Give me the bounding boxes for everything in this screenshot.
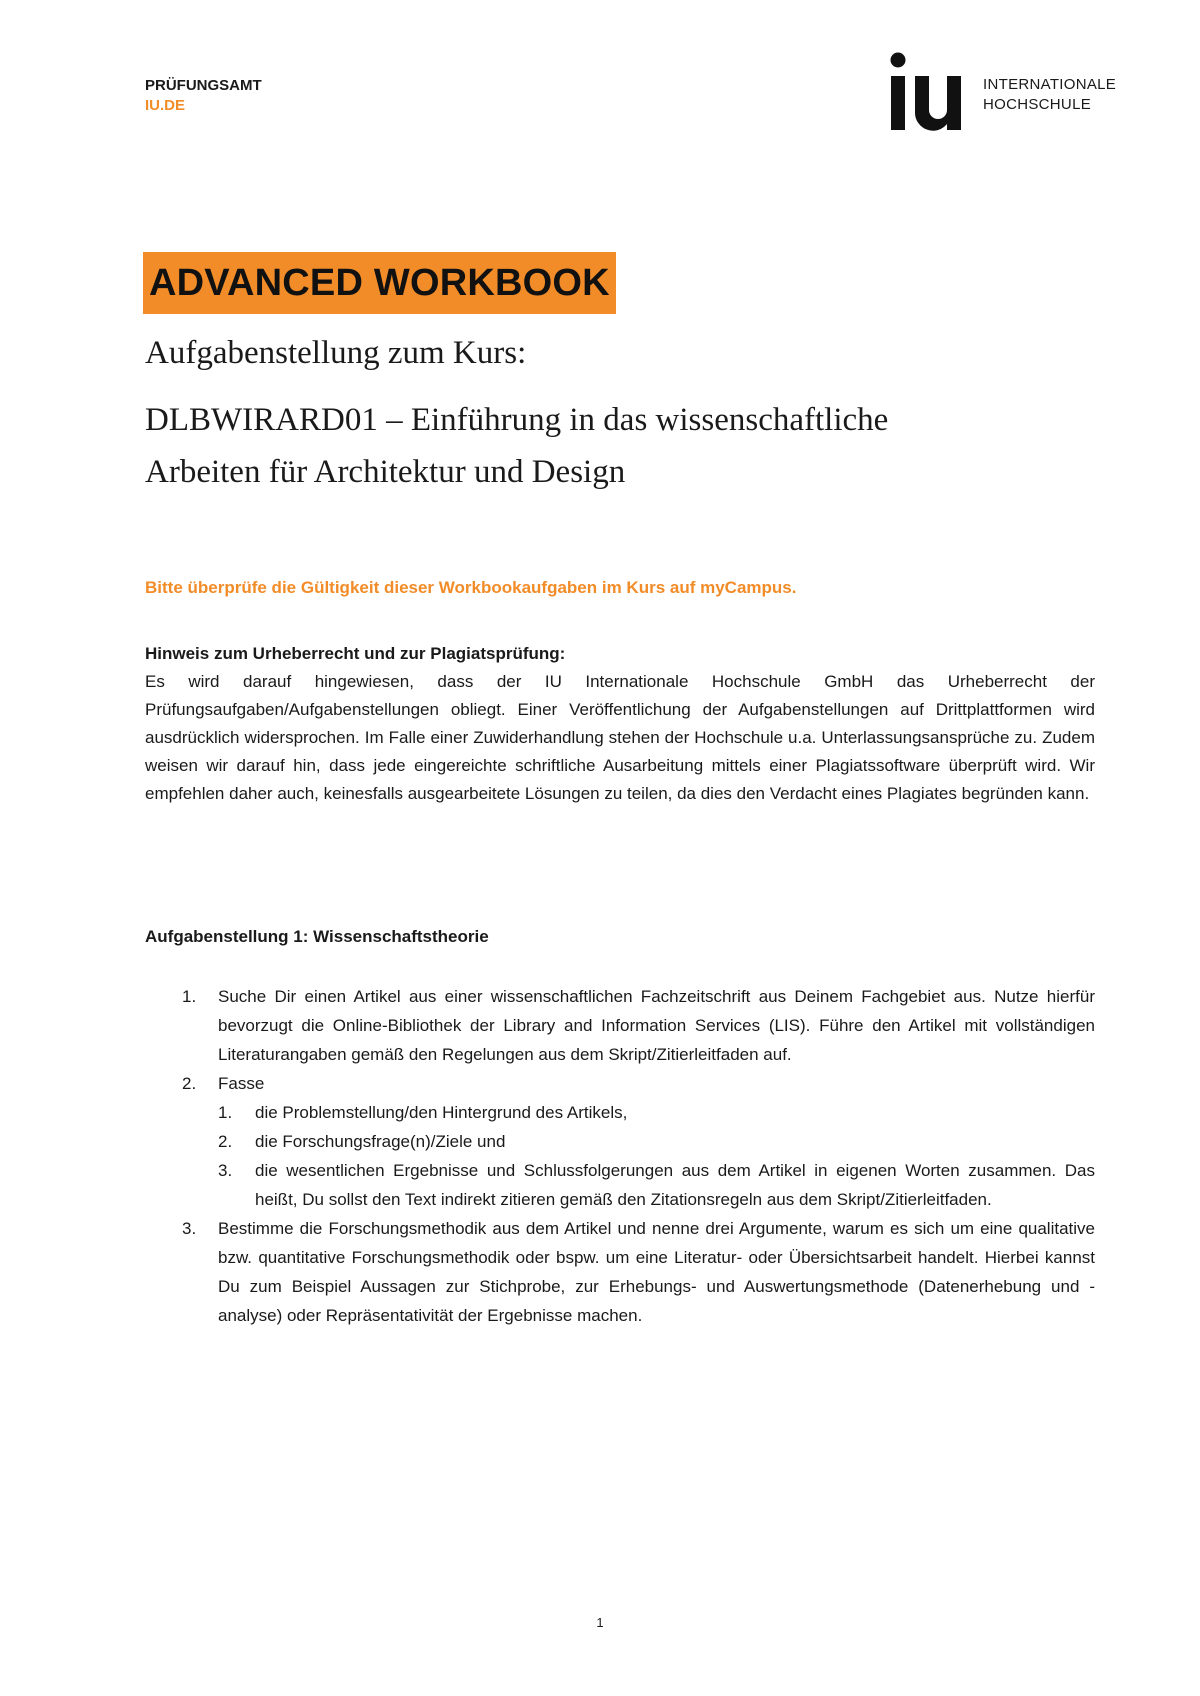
list-item-text: Fasse (218, 1074, 265, 1093)
sub-list-item-text: die Problemstellung/den Hintergrund des Artikels, (255, 1103, 628, 1122)
logo-line-2: HOCHSCHULE (983, 96, 1092, 113)
department-label: PRÜFUNGSAMT (145, 77, 262, 94)
iu-logo (883, 52, 1173, 142)
course-title-line-1: DLBWIRARD01 – Einführung in das wissenschaftliche (145, 402, 889, 438)
list-item (145, 982, 1095, 1069)
page-number: 1 (596, 1615, 604, 1630)
sub-list-item-number: 3. (218, 1161, 233, 1180)
sub-list-item (218, 1127, 1095, 1156)
task-heading: Aufgabenstellung 1: Wissenschaftstheorie (145, 927, 489, 946)
sub-list-item (218, 1098, 1095, 1127)
list-item (145, 1214, 1095, 1330)
list-item (145, 1069, 1095, 1098)
course-title (145, 394, 1095, 498)
sub-list-item-number: 1. (218, 1103, 233, 1122)
copyright-notice (145, 640, 1095, 808)
website-label: IU.DE (145, 97, 186, 114)
sub-list-item-number: 2. (218, 1132, 233, 1151)
copyright-heading: Hinweis zum Urheberrecht und zur Plagiatsprüfung: (145, 644, 566, 663)
validity-notice: Bitte überprüfe die Gültigkeit dieser Workbookaufgaben im Kurs auf myCampus. (145, 578, 797, 597)
list-item-number: 2. (182, 1074, 197, 1093)
list-item-text: Bestimme die Forschungsmethodik aus dem Artikel und nenne drei Argumente, warum es sich um eine qualitative bzw. quantitative Forschungsmethodik oder bspw. um eine Literatur- oder Übersichtsarbeit handelt. Hierbei kannst Du zum Beispiel Aussagen zur Stichprobe, zur Erhebungs- und Auswertungsmethode (Datenerhebung und -analyse) oder Repräsentativität der Ergebnisse machen. (218, 1219, 1095, 1325)
list-item-number: 3. (182, 1219, 197, 1238)
title-badge: ADVANCED WORKBOOK (143, 252, 616, 314)
task-list (145, 982, 1095, 1330)
sub-list-item-text: die Forschungsfrage(n)/Ziele und (255, 1132, 506, 1151)
header-left (145, 76, 262, 116)
sub-list-item (218, 1156, 1095, 1214)
logo-text (983, 75, 1116, 115)
sub-list (145, 1098, 1095, 1214)
subtitle: Aufgabenstellung zum Kurs: (145, 335, 527, 371)
logo-line-1: INTERNATIONALE (983, 76, 1117, 93)
sub-list-item-text: die wesentlichen Ergebnisse und Schlussfolgerungen aus dem Artikel in eigenen Worten zusammen. Das heißt, Du sollst den Text indirekt zitieren gemäß den Zitationsregeln aus dem Skript/Zitierleitfaden. (255, 1161, 1095, 1209)
copyright-body: Es wird darauf hingewiesen, dass der IU Internationale Hochschule GmbH das Urheberrecht der Prüfungsaufgaben/Aufgabenstellungen obliegt. Einer Veröffentlichung der Aufgabenstellungen auf Drittplattformen wird ausdrücklich widersprochen. Im Falle einer Zuwiderhandlung stehen der Hochschule u.a. Unterlassungsansprüche zu. Zudem weisen wir darauf hin, dass jede eingereichte schriftliche Ausarbeitung mittels einer Plagiatssoftware überprüft wird. Wir empfehlen daher auch, keinesfalls ausgearbeitete Lösungen zu teilen, da dies den Verdacht eines Plagiates begründen kann. (145, 672, 1095, 803)
course-title-line-2: Arbeiten für Architektur und Design (145, 454, 626, 490)
list-item-text: Suche Dir einen Artikel aus einer wissenschaftlichen Fachzeitschrift aus Deinem Fachgebiet aus. Nutze hierfür bevorzugt die Online-Bibliothek der Library and Information Services (LIS). Führe den Artikel mit vollständigen Literaturangaben gemäß den Regelungen aus dem Skript/Zitierleitfaden auf. (218, 987, 1095, 1064)
list-item-number: 1. (182, 987, 197, 1006)
iu-logo-icon (883, 52, 973, 142)
